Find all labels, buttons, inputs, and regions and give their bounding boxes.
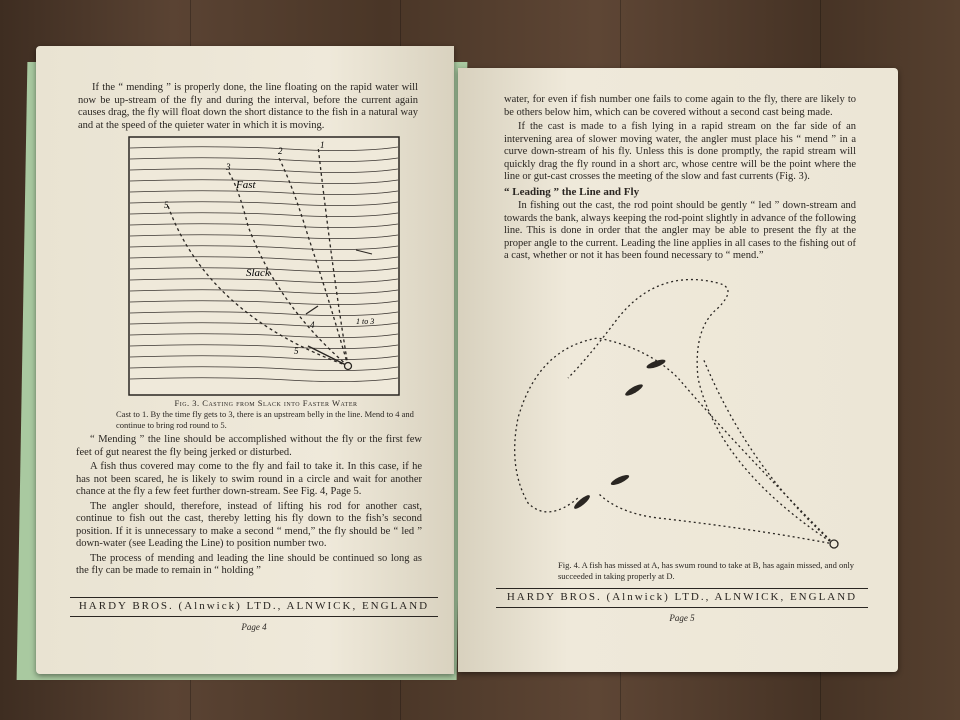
fly-path-d [598,493,834,544]
point-label-5: 5 [164,200,169,210]
paragraph: The process of mending and leading the line should be continued so long as the fly can be made to remain in “ holding ” [76,552,422,576]
paragraph: The angler should, therefore, instead of lifting his rod for another cast, continue to fish out the cast, thereby letting his fly down to the fish’s second position. If it is unnecessary to make a second “ mend,” the fly should be “ led ” down-water (see Leading the Line) to position number two. [76,500,422,549]
point-label-5b: 5 [294,346,299,356]
footer-rule-top [70,597,438,598]
paragraph: water, for even if fish number one fails to come again to the fly, there are likely to be others below him, which can be covered without a second cast being made. [504,94,856,118]
angler-position [345,363,352,370]
fly-path-c [703,358,834,544]
left-footer: HARDY BROS. (Alnwick) LTD., ALNWICK, ENGLAND [78,600,430,612]
right-page [458,68,898,672]
fish-d [572,493,591,510]
footer-rule-top [496,588,868,589]
paragraph: In fishing out the cast, the rod point should be gently “ led ” down-stream and towards the bank, always keeping the rod-point slightly in advance of the following line. This is done in order that the angler may be able to present the fly at the proper angle to the current. Leading the line applies in all cases to the fishing out of a cast, whether or not it has been found necessary to “ mend.” [504,200,856,261]
footer-rule-bottom [70,616,438,617]
right-footer: HARDY BROS. (Alnwick) LTD., ALNWICK, ENGLAND [506,591,858,603]
figure-3-caption-title: Fig. 3. Casting from Slack into Faster Water [174,398,358,408]
right-page-number: Page 5 [669,613,695,623]
angler-position [830,540,838,548]
left-body-text [76,434,422,580]
paragraph: A fish thus covered may come to the fly and fail to take it. In this case, if he has not been scared, he is likely to swim round in a circle and wait for another chance at the fly a few feet further down-stream. See Fig. 4, Page 5. [76,461,422,497]
paragraph: “ Mending ” the line should be accomplished without the fly or the first few feet of gut nearest the fly being jerked or disturbed. [76,434,422,458]
figure-3-caption [116,398,416,431]
fly-path-b [515,338,834,544]
point-label-2: 2 [278,146,283,156]
paragraph: If the cast is made to a fish lying in a rapid stream on the far side of an intervening area of slower moving water, the angler must place his “ mend ” in a curve down-stream of his fly. Unless this is done promptly, the rapid stream will quickly drag the fly round in a short arc, whose centre will be the point where the line or gut-cast crosses the meeting of the slow and fast currents (Fig. 3). [504,121,856,182]
figure-4-caption: Fig. 4. A fish has missed at A, has swum round to take at B, has again missed, and only succeeded in taking properly at D. [558,560,855,581]
fish-c [610,473,631,487]
point-label-3: 3 [226,162,231,172]
section-heading: “ Leading ” the Line and Fly [504,185,640,198]
figure-3-caption-text: Cast to 1. By the time fly gets to 3, there is an upstream belly in the line. Mend to 4 and continue to bring rod round to 5. [116,409,414,430]
slack-water-label: Slack [246,267,270,279]
left-page [36,46,454,674]
fast-water-label: Fast [236,179,256,191]
point-label-1-to-3: 1 to 3 [356,317,375,326]
fish-b [624,382,644,397]
figure-3-diagram [128,136,400,396]
point-label-4: 4 [310,320,315,330]
footer-rule-bottom [496,607,868,608]
left-top-paragraph [78,82,418,134]
figure-4-diagram [498,268,848,558]
point-label-1: 1 [320,140,325,150]
left-page-number: Page 4 [241,622,267,632]
paragraph: If the “ mending ” is properly done, the line floating on the rapid water will now be up-stream of the fly and during the interval, before the current again causes drag, the fly will float down the short distance to the fish in a natural way and at the speed of the quieter water in which it is moving. [78,82,418,131]
right-body-text [504,94,856,265]
